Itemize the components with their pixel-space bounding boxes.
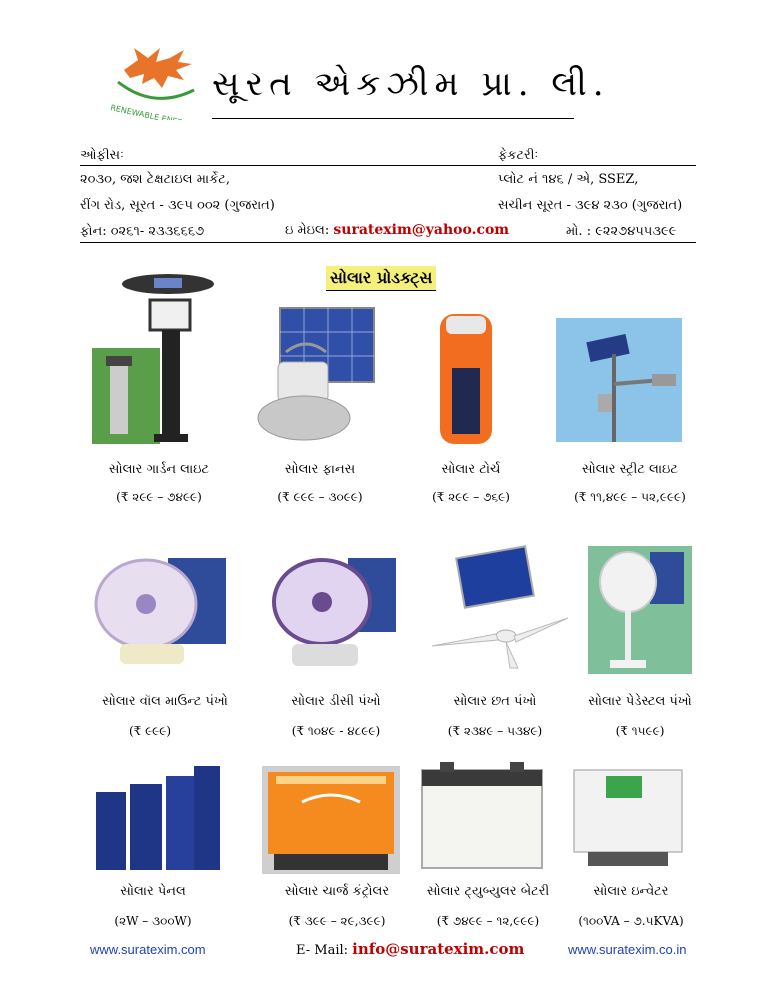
product-price: (₹ ૯૯૯)	[128, 724, 172, 738]
ceiling-fan-icon	[426, 544, 572, 670]
product-name: સોલાર સ્ટ્રીટ લાઇટ	[581, 462, 678, 477]
footer-email	[296, 940, 524, 958]
factory-address-line2: સચીન સૂરત - ૩૯૪ ૨૩૦ (ગુજરાત)	[498, 198, 683, 213]
header-email	[285, 222, 509, 238]
product-name: સોલાર પેડેસ્ટલ પંખો	[588, 694, 692, 709]
product-name: સોલાર છત પંખો	[453, 694, 537, 709]
product-name: સોલાર ફાનસ	[284, 462, 356, 477]
product-price: (₹ ૯૯૯ – ૩૦૯૯)	[277, 490, 363, 504]
dc-fan-icon	[268, 552, 398, 670]
product-name: સોલાર ગાર્ડન લાઇટ	[108, 462, 210, 477]
product-name: સોલાર ટોર્ચ	[441, 462, 501, 477]
garden-light-icon	[90, 272, 230, 448]
battery-icon	[418, 762, 546, 874]
office-address-line2: રીંગ રોડ, સૂરત - ૩૯૫ ૦૦૨ (ગુજરાત)	[80, 198, 275, 213]
product-price: (₹ ૭૪૯૯ – ૧૨,૯૯૯)	[436, 914, 540, 928]
inverter-icon	[568, 766, 688, 872]
product-name: સોલાર પેનલ	[120, 884, 186, 899]
office-address-line1: ૨૦૩૦, જશ ટેક્ષટાઇલ માર્કેટ,	[80, 172, 230, 187]
section-title: સોલાર પ્રોડક્ટ્સ	[326, 266, 436, 291]
product-price: (૧૦૦VA – ૭.૫KVA)	[578, 914, 684, 928]
product-price: (₹ ૨૯૯ – ૭૬૯)	[432, 490, 510, 504]
office-phone: ફોન: ૦૨૬૧- ૨૩૩૬૬૬૭	[80, 224, 205, 239]
logo-text: RENEWABLE ENERGY	[109, 103, 195, 120]
product-price: (₹ ૧૧,૪૯૯ – ૫૨,૯૯૯)	[574, 490, 686, 504]
divider	[80, 165, 696, 166]
product-name: સોલાર ટ્યુબ્યુલર બેટરી	[426, 884, 550, 899]
wall-fan-icon	[88, 548, 228, 668]
factory-mobile: મો. : ૯૨૨૭૪૫૫૩૯૯	[566, 224, 677, 239]
product-price: (₹ ૨૩૪૯ – ૫૩૪૯)	[447, 724, 543, 738]
footer-email-label: E- Mail:	[296, 943, 349, 958]
product-price: (₹ ૧૫૯૯)	[615, 724, 665, 738]
factory-address-line1: પ્લોટ નં ૧૪૬ / એ, SSEZ,	[498, 172, 639, 187]
header-email-address[interactable]: suratexim@yahoo.com	[333, 222, 510, 238]
company-logo	[104, 40, 204, 120]
product-name: સોલાર ડીસી પંખો	[291, 694, 381, 709]
charge-controller-icon	[262, 766, 400, 874]
company-title: સૂરત એકઝીમ પ્રા. લી.	[212, 64, 610, 104]
factory-label: ફેકટરીઃ	[498, 148, 539, 163]
header-email-label: ઇ મેઇલ:	[285, 223, 330, 238]
footer-email-address[interactable]: info@suratexim.com	[352, 940, 525, 958]
solar-panel-icon	[90, 762, 226, 874]
divider	[80, 242, 696, 243]
title-underline	[212, 118, 574, 119]
street-light-icon	[556, 318, 682, 442]
product-price: (૨W – ૩૦૦W)	[114, 914, 192, 928]
product-name: સોલાર વૉલ માઉન્ટ પંખો	[102, 694, 228, 709]
office-label: ઓફીસઃ	[80, 148, 124, 163]
product-price: (₹ ૧૦૪૯ - ૪૮૯૯)	[291, 724, 381, 738]
footer-website-coin[interactable]: www.suratexim.co.in	[568, 942, 687, 957]
product-price: (₹ ૩૯૯ – ૨૯,૩૯૯)	[288, 914, 386, 928]
footer-website-com[interactable]: www.suratexim.com	[90, 942, 206, 957]
product-name: સોલાર ચાર્જ કંટ્રોલર	[284, 884, 390, 899]
product-name: સોલાર ઇન્વેટર	[593, 884, 669, 899]
pedestal-fan-icon	[588, 546, 692, 674]
torch-icon	[438, 312, 494, 448]
product-price: (₹ ૨૯૯ – ૭૪૯૯)	[116, 490, 202, 504]
lantern-icon	[252, 306, 378, 448]
